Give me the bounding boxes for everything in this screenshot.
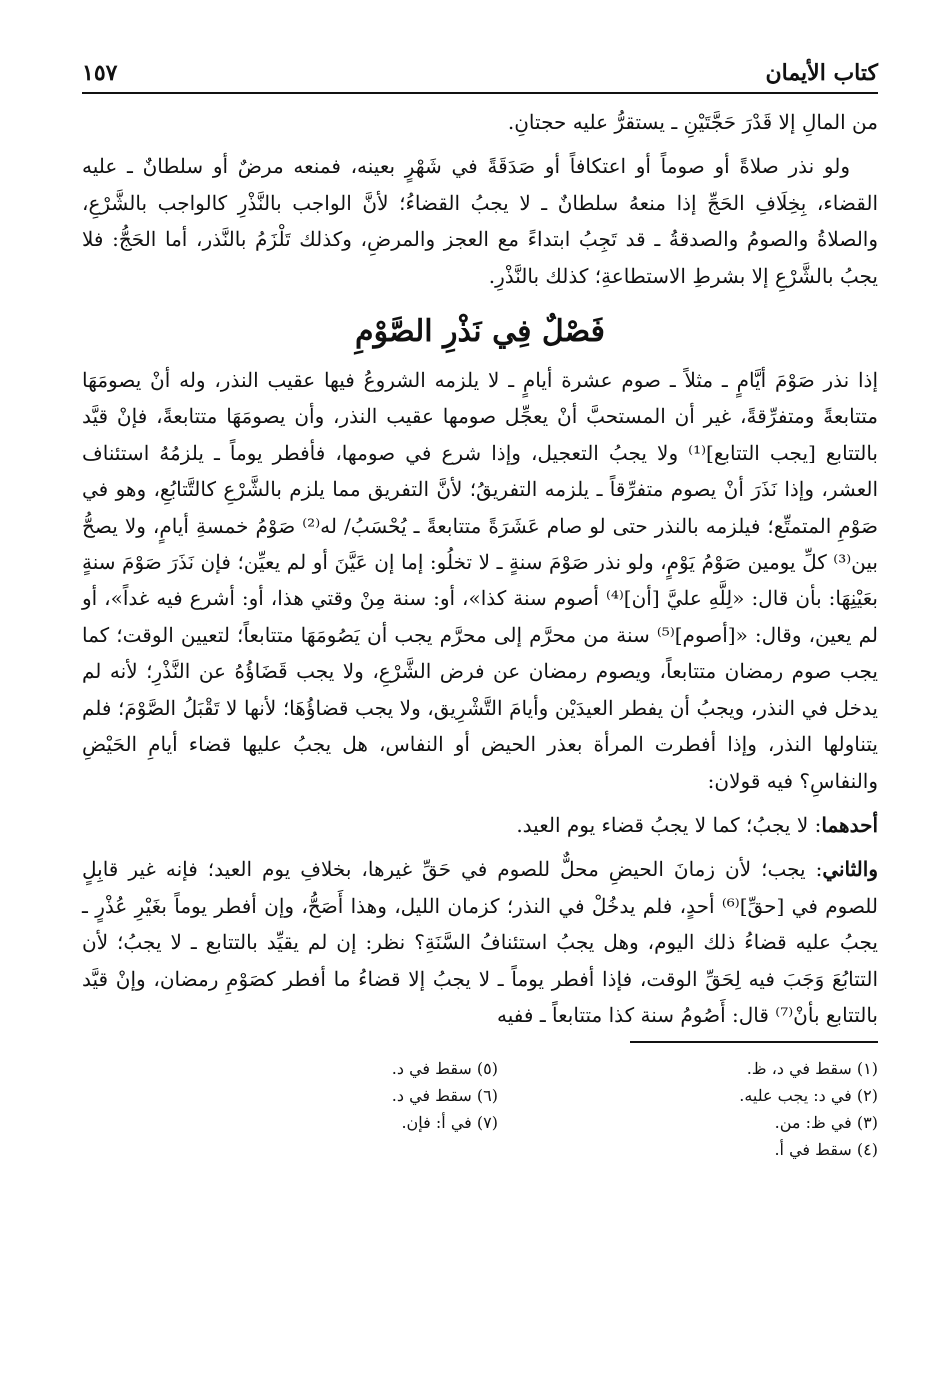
paragraph-1: من المالِ إلا قَدْرَ حَجَّتَيْنِ ـ يستقرُّ عليه حجتانِ. [507,110,878,134]
footnote-5: (٥) سقط في د. [391,1059,498,1079]
opinion-first-text: : لا يجبُ؛ كما لا يجبُ قضاء يوم العيد. [516,812,822,837]
footnote-7: (٧) في أ: فإن. [401,1113,498,1133]
opinion-second-text: : يجب؛ لأن زمانَ الحيضِ محلٌّ للصوم في حَقِّ غيرها، بخلافِ يوم العيد؛ فإنه غير قابِلٍ للصوم في [حقِّ]⁽⁶⁾ أحدٍ، فلم يدخُلْ في النذر؛ كزمان الليل، وهذا أَصَحُّ، وإن أفطر يوماً بغَيْرِ عُذْرٍ ـ يجبُ عليه قضاءُ ذلك اليوم، وهل يجبُ استئنافُ السَّنَةِ؟ نظر: إن لم يقيِّد بالتتابع ـ لا يجبُ؛ لأن التتابُعَ وَجَبَ فيه لِحَقِّ الوقت، فإذا أفطر يوماً ـ لا يجبُ إلا قضاءُ ما أفطر كصَوْمِ رمضان، وإنْ قيَّد بالتتابع بأنْ⁽⁷⁾ قال: أَصُومُ سنة كذا متتابعاً ـ ففيه [82,857,879,1027]
section-heading: فَصْلٌ فِي نَذْرِ الصَّوْمِ [355,314,605,350]
opinion-first [82,807,878,843]
running-header [82,58,878,94]
main-text [82,104,878,1033]
footnotes-left-column [118,1055,498,1163]
opinion-second [82,851,878,1033]
opinion-second-label: والثاني [822,857,878,882]
page-number: ١٥٧ [82,60,127,86]
opinion-first-label: أحدهما [821,812,878,837]
paragraph-3: إذا نذر صَوْمَ أيَّامٍ ـ مثلاً ـ صوم عشرة أيامٍ ـ لا يلزمه الشروعُ فيها عقيب النذر، وله أنْ يصومَهَا متتابعةً ومتفرِّقةً، غير أن المستحبَّ أنْ يعجِّل صومها عقيب النذر، وأن يصومَهَا متتابعةً، فإنْ قيَّد بالتتابع [يجب التتابع]⁽¹⁾ ولا يجبُ التعجيل، وإذا شرع في صومها، فأفطر يوماً ـ يلزمُهُ استئناف العشر، وإذا نَذَرَ أنْ يصوم متفرِّقاً ـ يلزمه التفريقُ؛ لأنَّ التفريق مما يلزم بالشَّرْعِ كالتَّتابُعِ، وهو في صَوْمِ المتمتِّع؛ فيلزمه بالنذر حتى لو صام عَشَرَةً متتابعةً ـ يُحْسَبُ/ له⁽²⁾ صَوْمُ خمسةِ أيامٍ، ولا يصحُّ بين⁽³⁾ كلِّ يومين صَوْمُ يَوْمٍ، ولو نذر صَوْمَ سنةٍ ـ لا تخلُو: إما إن عَيَّنَ أو لم يعيِّن؛ فإن نَذَرَ صَوْمَ سنةٍ بعَيْنِهَا: بأن قال: «لِلَّهِ عليَّ [أن]⁽⁴⁾ أصوم سنة كذا»، أو: سنة مِنْ وقتي هذا، أو: أشرع فيه غداً»، أو لم يعين، وقال: «[أصوم]⁽⁵⁾ سنة من محرَّم إلى محرَّم يجب أن يَصُومَهَا متتابعاً؛ لتعيين الوقت؛ كما يجب صوم رمضان متتابعاً، ويصوم رمضان عن فرض الشَّرْعِ، ولا يجب قَضَاؤُهُ عن النَّذْرِ؛ لأنه لم يدخل في النذر، ويجبُ أن يفطر العيدَيْن وأيامَ التَّشْرِيق، ولا يجب قضاؤُهَا؛ لأنها لا تَقْبَلُ الصَّوْمَ؛ فلم يتناولها النذر، وإذا أفطرت المرأة بعذر الحيض أو النفاس، هل يجبُ عليها قضاء أيامِ الحَيْضِ والنفاسِ؟ فيه قولان: [82,368,878,793]
footnote-divider [630,1041,878,1043]
footnotes [82,1055,878,1163]
chapter-title: كتاب الأيمان [755,60,878,86]
paragraph-2: ولو نذر صلاةً أو صوماً أو اعتكافاً أو صَدَقَةً في شَهْرٍ بعينه، فمنعه مرضٌ أو سلطانٌ ـ عليه القضاء، بِخِلَافِ الحَجِّ إذا منعهُ سلطانٌ ـ لا يجبُ القضاءُ؛ لأنَّ الواجب بالنَّذْرِ كالواجب بالشَّرْعِ، والصلاةُ والصومُ والصدقةُ ـ قد تَجِبُ ابتداءً مع العجز والمرضِ، وكذلك تَلْزَمُ بالنَّذر، أما الحَجُّ: فلا يجبُ بالشَّرْعِ إلا بشرطِ الاستطاعةِ؛ كذلك بالنَّذْرِ. [82,154,878,288]
footnote-6: (٦) سقط في د. [391,1086,498,1106]
footnote-2: (٢) في د: يجب عليه. [739,1086,878,1106]
footnote-3: (٣) في ظ: من. [774,1113,878,1133]
book-page [82,58,878,1163]
footnote-1: (١) سقط في د، ظ. [746,1059,878,1079]
footnote-4: (٤) سقط في أ. [774,1140,878,1160]
footnotes-right-column [498,1055,878,1163]
